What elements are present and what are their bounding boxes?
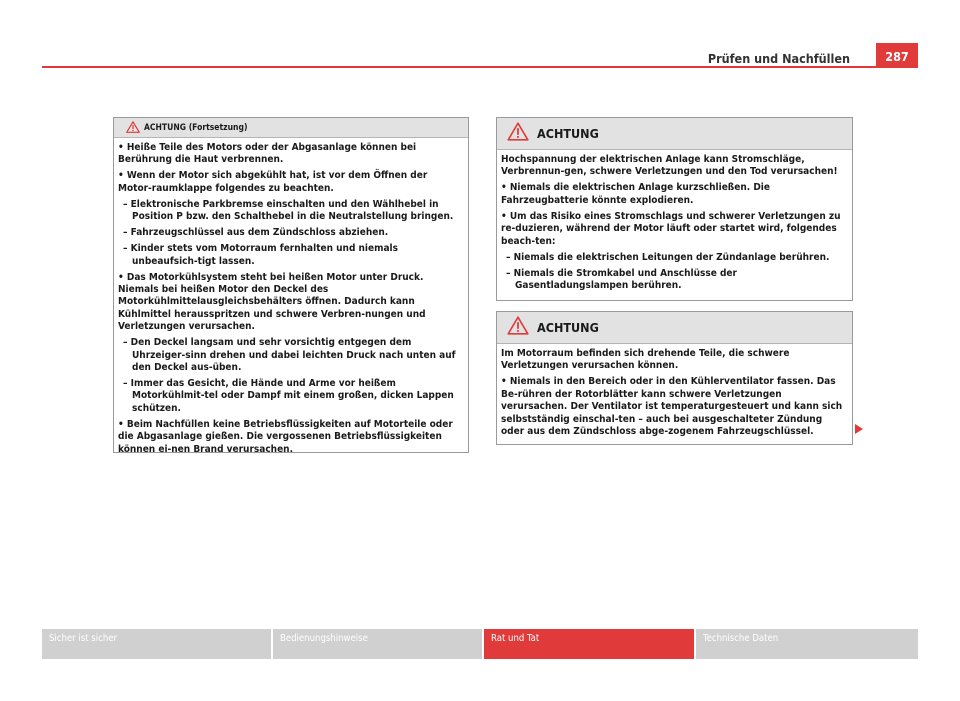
warning-box-header xyxy=(497,312,852,344)
warning-box-title: ACHTUNG xyxy=(537,126,599,141)
page-header-title: Prüfen und Nachfüllen xyxy=(707,51,850,66)
tab-rat-und-tat[interactable]: Rat und Tat xyxy=(484,629,694,659)
warning-box-rotating-parts xyxy=(496,311,853,445)
warning-subitem: – Den Deckel langsam und sehr vorsichtig entgegen dem Uhrzeiger-sinn drehen und dabei leichten Druck nach unten auf den Deckel aus-üben. xyxy=(123,337,456,374)
warning-bullet: • Um das Risiko eines Stromschlags und schwerer Verletzungen zu re-duzieren, während der Motor läuft oder startet wird, folgendes beach-ten: xyxy=(501,210,841,247)
chapter-navigation xyxy=(42,629,918,659)
warning-subitem: – Immer das Gesicht, die Hände und Arme vor heißem Motorkühlmit-tel oder Dampf mit einem großen, dicken Lappen schützen. xyxy=(123,378,454,414)
warning-text: Im Motorraum befinden sich drehende Teile, die schwere Verletzungen verursachen können. xyxy=(501,348,790,372)
warning-bullet: • Niemals die elektrischen Anlage kurzschließen. Die Fahrzeugbatterie könnte explodieren. xyxy=(501,182,770,206)
warning-box-title: ACHTUNG (Fortsetzung) xyxy=(144,122,248,133)
warning-subitem: – Niemals die elektrischen Leitungen der Zündanlage berühren. xyxy=(506,251,830,263)
warning-triangle-icon xyxy=(507,122,529,145)
warning-triangle-icon xyxy=(126,118,140,137)
warning-box-header xyxy=(497,118,852,150)
warning-bullet: • Heiße Teile des Motors oder der Abgasanlage können bei Berührung die Haut verbrennen. xyxy=(118,142,417,166)
tab-technische-daten[interactable]: Technische Daten xyxy=(696,629,918,659)
warning-subitem: – Niemals die Stromkabel und Anschlüsse der Gasentladungslampen berühren. xyxy=(506,267,737,292)
tab-sicher-ist-sicher[interactable]: Sicher ist sicher xyxy=(42,629,271,659)
warning-text: Hochspannung der elektrischen Anlage kann Stromschläge, Verbrennun-gen, schwere Verletzungen und den Tod verursachen! xyxy=(501,154,838,178)
warning-box-body xyxy=(114,138,468,466)
warning-subitem: – Kinder stets vom Motorraum fernhalten und niemals unbeaufsich-tigt lassen. xyxy=(123,243,398,267)
warning-subitem: – Elektronische Parkbremse einschalten und den Wählhebel in Position P bzw. den Schalthebel in die Neutralstellung bringen. xyxy=(123,198,454,223)
warning-box-body xyxy=(497,150,852,302)
warning-bullet: • Beim Nachfüllen keine Betriebsflüssigkeiten auf Motorteile oder die Abgasanlage gießen. Die vergossenen Betriebsflüssigkeiten können ei-nen Brand verursachen. xyxy=(118,418,453,455)
warning-bullet: • Das Motorkühlsystem steht bei heißen Motor unter Druck. Niemals bei heißen Motor den Deckel des Motorkühlmittelausgleichsbehälters öffnen. Dadurch kann Kühlmittel herausspritzen und schwere Verbren-nungen und Verletzungen verursachen. xyxy=(118,271,426,333)
warning-bullet: • Wenn der Motor sich abgekühlt hat, ist vor dem Öffnen der Motor-raumklappe folgendes zu beachten. xyxy=(118,170,428,194)
header-divider xyxy=(42,66,918,68)
warning-subitem: – Fahrzeugschlüssel aus dem Zündschloss abziehen. xyxy=(123,227,389,239)
warning-box-header xyxy=(114,118,468,138)
warning-box-continued xyxy=(113,117,469,453)
warning-box-high-voltage xyxy=(496,117,853,301)
warning-box-body xyxy=(497,344,852,448)
page-number: 287 xyxy=(876,43,918,68)
warning-triangle-icon xyxy=(507,316,529,339)
continue-arrow-icon[interactable] xyxy=(855,424,863,434)
tab-bedienungshinweise[interactable]: Bedienungshinweise xyxy=(273,629,482,659)
warning-box-title: ACHTUNG xyxy=(537,320,599,335)
warning-bullet: • Niemals in den Bereich oder in den Kühlerventilator fassen. Das Be-rühren der Rotorblätter kann schwere Verletzungen verursachen. Der Ventilator ist temperaturgesteuert und kann sich selbstständig einschal-ten – auch bei ausgeschalteter Zündung oder aus dem Zündschloss abge-zogenem Fahrzeugschlüssel. xyxy=(501,376,843,438)
